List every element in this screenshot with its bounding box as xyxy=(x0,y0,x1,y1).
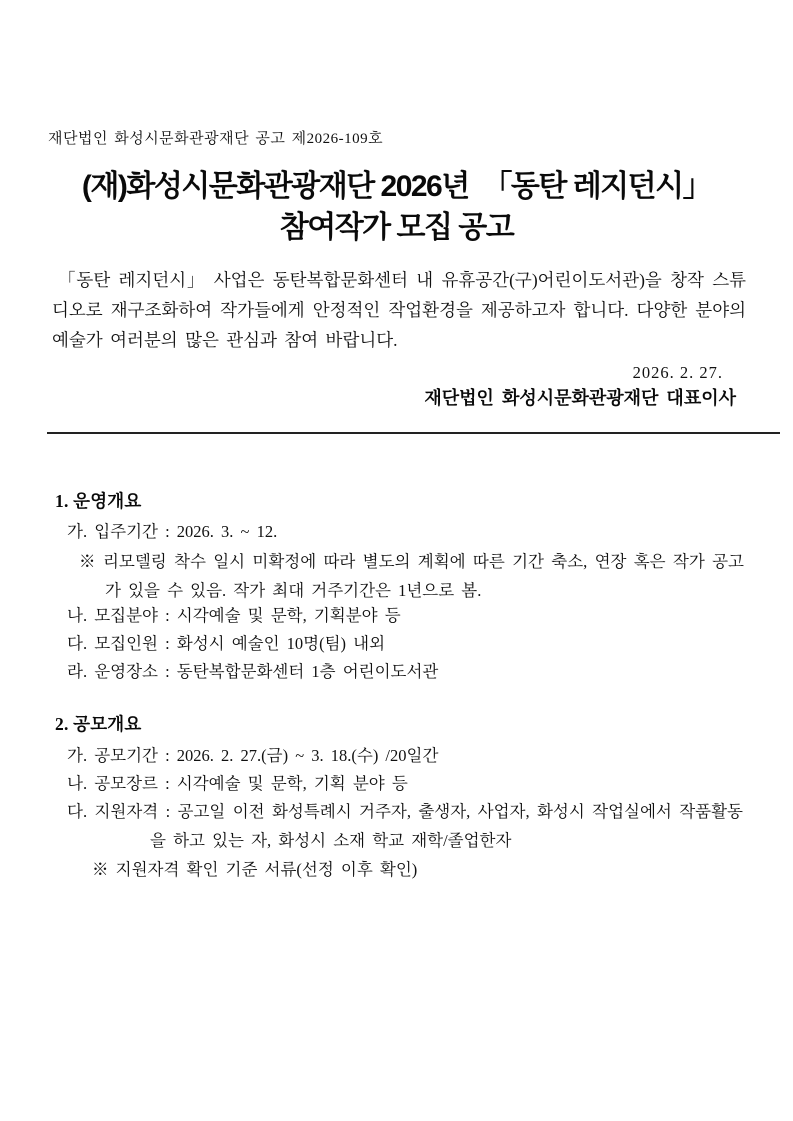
page-title xyxy=(0,166,793,248)
section-1-item-recruit-count: 다. 모집인원 : 화성시 예술인 10명(팀) 내외 xyxy=(67,634,386,653)
section-2-item-contest-genre: 나. 공모장르 : 시각예술 및 문학, 기획 분야 등 xyxy=(67,774,408,793)
section-2-note: ※ 지원자격 확인 기준 서류(선정 이후 확인) xyxy=(92,860,418,879)
issuer-signature: 재단법인 화성시문화관광재단 대표이사 xyxy=(424,388,736,408)
section-1-item-venue: 라. 운영장소 : 동탄복합문화센터 1층 어린이도서관 xyxy=(67,662,439,681)
section-1-heading: 1. 운영개요 xyxy=(55,491,142,511)
title-line-2: 참여작가 모집 공고 xyxy=(279,211,514,244)
section-2-heading: 2. 공모개요 xyxy=(55,714,142,734)
horizontal-divider xyxy=(47,432,780,434)
title-line-1: (재)화성시문화관광재단 2026년 「동탄 레지던시」 xyxy=(81,170,712,203)
section-2-item-eligibility: 다. 지원자격 : 공고일 이전 화성특례시 거주자, 출생자, 사업자, 화성시 작업실에서 작품활동을 하고 있는 자, 화성시 소재 학교 재학/졸업한자 xyxy=(67,802,743,850)
section-1-item-recruit-field: 나. 모집분야 : 시각예술 및 문학, 기획분야 등 xyxy=(67,606,401,625)
announcement-date: 2026. 2. 27. xyxy=(632,363,723,382)
section-1-note: ※ 리모델링 착수 일시 미확정에 따라 별도의 계획에 따른 기간 축소, 연장 혹은 작가 공고가 있을 수 있음. 작가 최대 거주기간은 1년으로 봄. xyxy=(79,552,744,600)
doc-number: 재단법인 화성시문화관광재단 공고 제2026-109호 xyxy=(48,131,384,147)
intro-paragraph: 「동탄 레지던시」 사업은 동탄복합문화센터 내 유휴공간(구)어린이도서관)을 창작 스튜디오로 재구조화하여 작가들에게 안정적인 작업환경을 제공하고자 합니다. 다양한 분야의 예술가 여러분의 많은 관심과 참여 바랍니다. xyxy=(52,270,746,350)
section-2-item-contest-period: 가. 공모기간 : 2026. 2. 27.(금) ~ 3. 18.(수) /20일간 xyxy=(67,746,439,765)
section-1-item-move-in-period: 가. 입주기간 : 2026. 3. ~ 12. xyxy=(67,522,278,541)
